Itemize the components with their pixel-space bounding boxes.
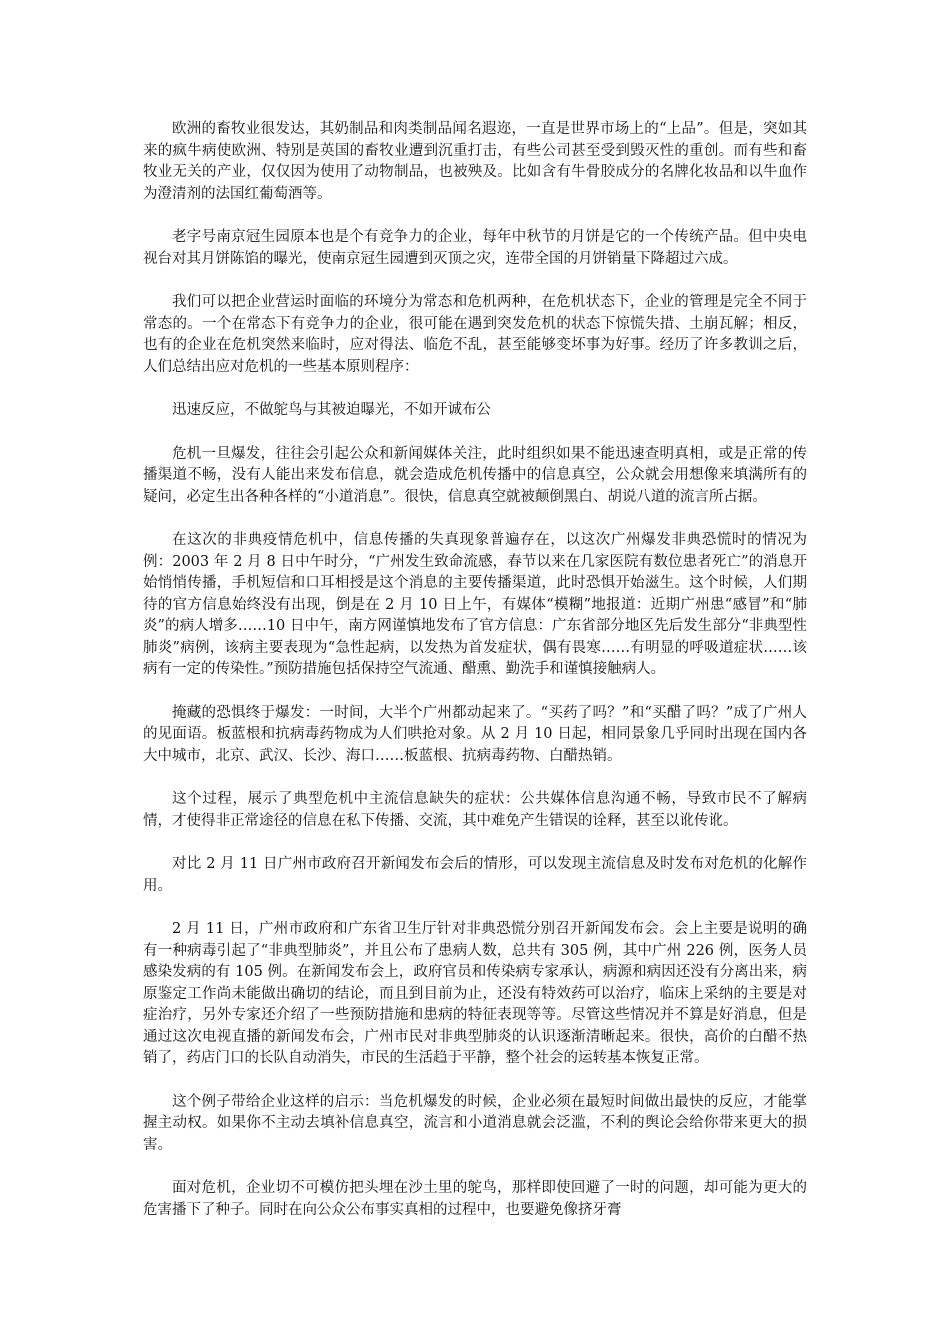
document-body [143,119,807,1243]
paragraph-dairy-industry: 欧洲的畜牧业很发达，其奶制品和肉类制品闻名遐迩，一直是世界市场上的“上品”。但是，突如其来的疯牛病使欧洲、特别是英国的畜牧业遭到沉重打击，有些公司甚至受到毁灭性的重创。而有些和畜牧业无关的产业，仅仅因为使用了动物制品，也被殃及。比如含有牛骨胶成分的名牌化妆品和以牛血作为澄清剂的法国红葡萄酒等。 [143,121,807,202]
paragraph-comparison: 对比 2 月 11 日广州市政府召开新闻发布会后的情形，可以发现主流信息及时发布对危机的化解作用。 [143,856,807,894]
paragraph-panic-buying: 掩藏的恐惧终于爆发：一时间，大半个广州都动起来了。“买药了吗？”和“买醋了吗？”成了广州人的见面语。板蓝根和抗病毒药物成为人们哄抢对象。从 2 月 10 日起，相同景象几乎同时出现在国内各大中城市，北京、武汉、长沙、海口……板蓝根、抗病毒药物、白醋热销。 [143,704,807,764]
paragraph-information-missing: 这个过程，展示了典型危机中主流信息缺失的症状：公共媒体信息沟通不畅，导致市民不了解病情，才使得非正常途径的信息在私下传播、交流，其中难免产生错误的诠释，甚至以讹传讹。 [143,791,807,829]
paragraph-guanshengyuan: 老字号南京冠生园原本也是个有竞争力的企业，每年中秋节的月饼是它的一个传统产品。但中央电视台对其月饼陈馅的曝光，使南京冠生园遭到灭顶之灾，连带全国的月饼销量下降超过六成。 [143,229,807,267]
paragraph-press-conference: 2 月 11 日，广州市政府和广东省卫生厅针对非典恐慌分别召开新闻发布会。会上主要是说明的确有一种病毒引起了“非典型肺炎”，并且公布了患病人数，总共有 305 例，其中广州 226 例，医务人员感染发病的有 105 例。在新闻发布会上，政府官员和传染病专家承认，病源和病因还没有分离出来，病原鉴定工作尚未能做出确切的结论，而且到目前为止，还没有特效药可以治疗，临床上采纳的主要是对症治疗，另外专家还介绍了一些预防措施和患病的特征表现等等。尽管这些情况并不算是好消息，但是通过这次电视直播的新闻发布会，广州市民对非典型肺炎的认识逐渐清晰起来。很快，高价的白醋不热销了，药店门口的长队自动消失，市民的生活趋于平静，整个社会的运转基本恢复正常。 [143,921,807,1066]
paragraph-ostrich: 面对危机，企业切不可模仿把头埋在沙土里的鸵鸟，那样即使回避了一时的问题，却可能为更大的危害播下了种子。同时在向公众公布事实真相的过程中，也要避免像挤牙膏 [143,1180,807,1218]
paragraph-crisis-states: 我们可以把企业营运时面临的环境分为常态和危机两种，在危机状态下，企业的管理是完全不同于常态的。一个在常态下有竞争力的企业，很可能在遇到突发危机的状态下惊慌失措、土崩瓦解；相反，也有的企业在危机突然来临时，应对得法、临危不乱，甚至能够变坏事为好事。经历了许多教训之后，人们总结出应对危机的一些基本原则程序： [143,294,807,375]
paragraph-information-vacuum: 危机一旦爆发，往往会引起公众和新闻媒体关注，此时组织如果不能迅速查明真相，或是正常的传播渠道不畅，没有人能出来发布信息，就会造成危机传播中的信息真空，公众就会用想像来填满所有的疑问，必定生出各种各样的“小道消息”。很快，信息真空就被颠倒黑白、胡说八道的流言所占据。 [143,445,807,505]
paragraph-sars-case: 在这次的非典疫情危机中，信息传播的失真现象普遍存在，以这次广州爆发非典恐慌时的情况为例：2003 年 2 月 8 日中午时分，“广州发生致命流感，春节以来在几家医院有数位患者死亡”的消息开始悄悄传播，手机短信和口耳相授是这个消息的主要传播渠道，此时恐惧开始滋生。这个时候，人们期待的官方信息始终没有出现，倒是在 2 月 10 日上午，有媒体“模糊”地报道：近期广州患“感冒”和“肺炎”的病人增多……10 日中午，南方网谨慎地发布了官方信息：广东省部分地区先后发生部分“非典型性肺炎”病例，该病主要表现为“急性起病，以发热为首发症状，偶有畏寒……有明显的呼吸道症状……该病有一定的传染性。”预防措施包括保持空气流通、醋熏、勤洗手和谨慎接触病人。 [143,532,807,677]
paragraph-principle-heading: 迅速反应，不做鸵鸟与其被迫曝光，不如开诚布公 [172,402,491,418]
paragraph-enterprise-lesson: 这个例子带给企业这样的启示：当危机爆发的时候，企业必须在最短时间做出最快的反应，才能掌握主动权。如果你不主动去填补信息真空，流言和小道消息就会泛滥，不利的舆论会给你带来更大的损害。 [143,1093,807,1153]
